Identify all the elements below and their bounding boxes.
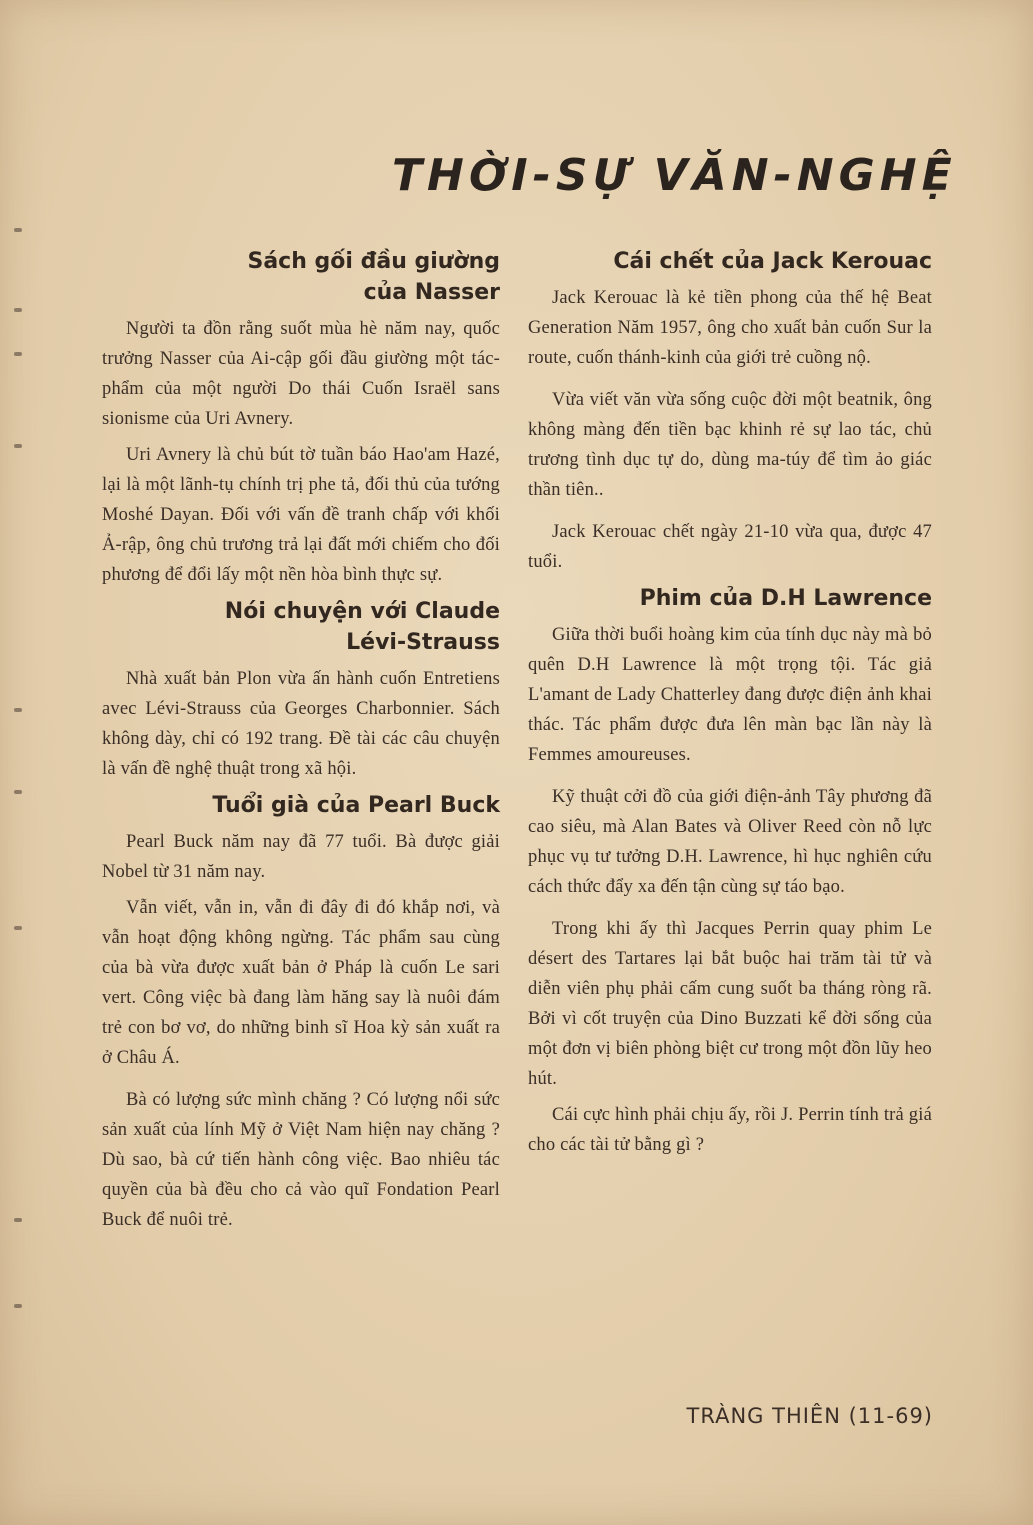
paragraph: Vừa viết văn vừa sống cuộc đời một beatnik, ông không màng đến tiền bạc khinh rẻ sự lao tác, chủ trương tình dục tự do, dùng ma-túy để tìm ảo giác thần tiên.. — [528, 390, 932, 500]
paragraph: Giữa thời buổi hoàng kim của tính dục này mà bỏ quên D.H Lawrence là một trọng tội. Tác giả L'amant de Lady Chatterley đang được điện ảnh khai thác. Tác phẩm được đưa lên màn bạc lần này là Femmes amoureuses. — [528, 625, 932, 765]
paragraph: Vẫn viết, vẫn in, vẫn đi đây đi đó khắp nơi, và vẫn hoạt động không ngừng. Tác phẩm sau cùng của bà vừa được xuất bản ở Pháp là cuốn Le sari vert. Công việc bà đang làm hăng say là nuôi đám trẻ con bơ vơ, do những binh sĩ Hoa kỳ sản xuất ra ở Châu Á. — [102, 898, 500, 1068]
paragraph: Cái cực hình phải chịu ấy, rồi J. Perrin tính trả giá cho các tài tử bằng gì ? — [528, 1105, 932, 1155]
paragraph: Jack Kerouac là kẻ tiền phong của thế hệ Beat Generation Năm 1957, ông cho xuất bản cuốn Sur la route, cuốn thánh-kinh của giới trẻ cuồng nộ. — [528, 288, 932, 368]
paragraph: Bà có lượng sức mình chăng ? Có lượng nổi sức sản xuất của lính Mỹ ở Việt Nam hiện nay chăng ? Dù sao, bà cứ tiến hành công việc. Bao nhiêu tác quyền của bà đều cho cả vào quĩ Fondation Pearl Buck để nuôi trẻ. — [102, 1090, 500, 1230]
binding-mark — [14, 308, 22, 312]
section-heading-lawrence: Phim của D.H Lawrence — [639, 586, 932, 611]
paragraph: Jack Kerouac chết ngày 21-10 vừa qua, được 47 tuổi. — [528, 522, 932, 572]
section-heading-nasser — [102, 246, 500, 308]
binding-mark — [14, 926, 22, 930]
heading-line: của Nasser — [363, 280, 500, 305]
paragraph: Uri Avnery là chủ bút tờ tuần báo Hao'am Hazé, lại là một lãnh-tụ chính trị phe tả, đối thủ của tướng Moshé Dayan. Đối với vấn đề tranh chấp với khối Ả-rập, ông chủ trương trả lại đất mới chiếm cho đối phương để đổi lấy một nền hòa bình thực sự. — [102, 445, 500, 585]
right-column — [528, 246, 932, 1160]
binding-marks — [14, 0, 26, 1525]
binding-mark — [14, 228, 22, 232]
section-heading-pearl-buck: Tuổi già của Pearl Buck — [212, 793, 500, 818]
page-masthead: THỜI-SỰ VĂN-NGHỆ — [392, 150, 957, 201]
heading-line: Sách gối đầu giường — [247, 249, 500, 274]
binding-mark — [14, 1304, 22, 1308]
binding-mark — [14, 444, 22, 448]
paragraph: Trong khi ấy thì Jacques Perrin quay phim Le désert des Tartares lại bắt buộc hai trăm tài tử và diễn viên phụ phải cấm cung suốt ba tháng ròng rã. Bởi vì cốt truyện của Dino Buzzati kể đời sống của một đơn vị biên phòng biệt cư trong một đồn lũy heo hút. — [528, 919, 932, 1089]
binding-mark — [14, 352, 22, 356]
section-heading-levi-strauss — [102, 596, 500, 658]
binding-mark — [14, 790, 22, 794]
heading-line: Nói chuyện với Claude — [224, 599, 500, 624]
binding-mark — [14, 708, 22, 712]
paragraph: Nhà xuất bản Plon vừa ấn hành cuốn Entretiens avec Lévi-Strauss của Georges Charbonnier. Sách không dày, chỉ có 192 trang. Đề tài các câu chuyện là vấn đề nghệ thuật trong xã hội. — [102, 669, 500, 779]
binding-mark — [14, 1218, 22, 1222]
paragraph: Pearl Buck năm nay đã 77 tuổi. Bà được giải Nobel từ 31 năm nay. — [102, 832, 500, 882]
section-heading-kerouac: Cái chết của Jack Kerouac — [613, 249, 932, 274]
heading-line: Lévi-Strauss — [346, 630, 500, 655]
paragraph: Kỹ thuật cởi đồ của giới điện-ảnh Tây phương đã cao siêu, mà Alan Bates và Oliver Reed còn nỗ lực phục vụ tư tưởng D.H. Lawrence, hì hục nghiên cứu cách thức đẩy xa đến tận cùng sự táo bạo. — [528, 787, 932, 897]
paragraph: Người ta đồn rằng suốt mùa hè năm nay, quốc trưởng Nasser của Ai-cập gối đầu giường một tác-phẩm của một người Do thái Cuốn Israël sans sionisme của Uri Avnery. — [102, 319, 500, 429]
left-column — [102, 246, 500, 1235]
author-signature: TRÀNG THIÊN (11-69) — [686, 1404, 933, 1428]
